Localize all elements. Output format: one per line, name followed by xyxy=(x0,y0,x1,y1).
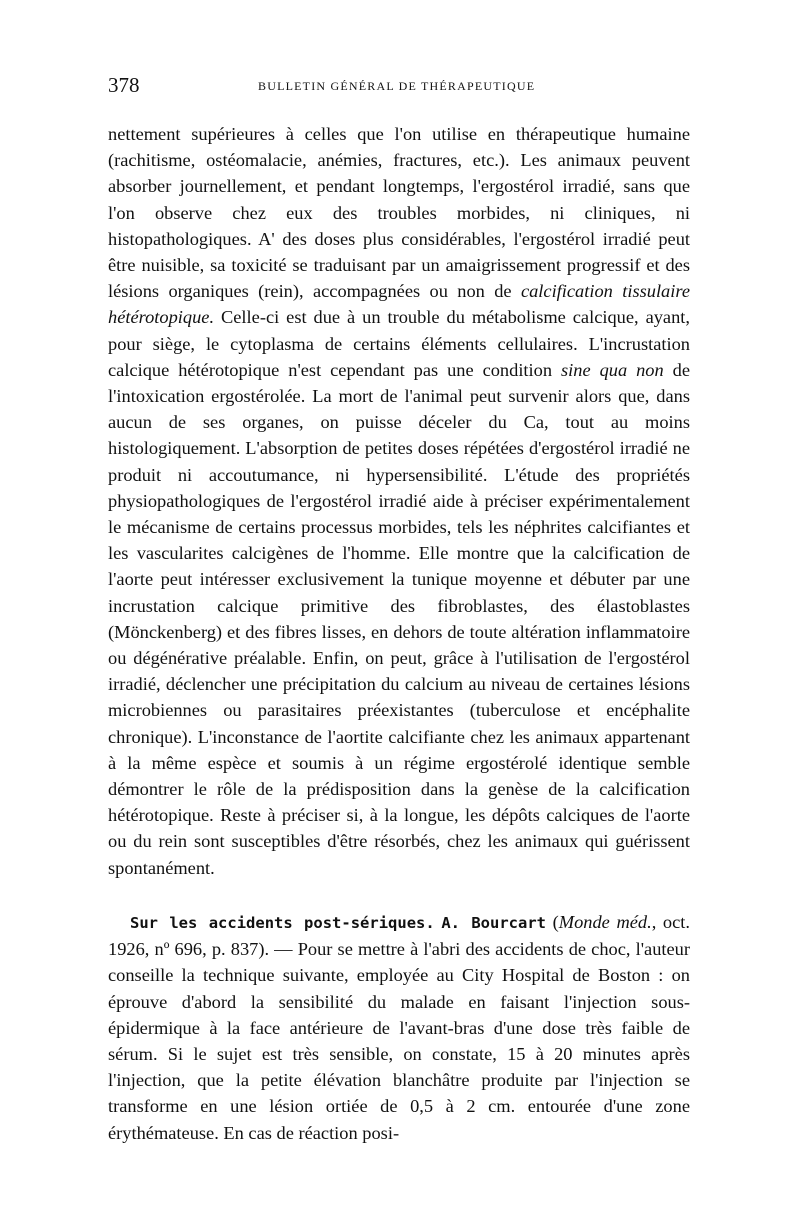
source-details: , oct. 1926, nº 696, p. 837). — xyxy=(108,911,690,960)
abstract-paragraph-ergosterol xyxy=(108,121,690,881)
abstract-paragraph-post-seriques xyxy=(108,909,690,1146)
running-header xyxy=(108,70,690,104)
abstract-title: Sur les accidents post-sériques. xyxy=(130,913,435,932)
source-journal: Monde méd. xyxy=(558,911,652,932)
abstract-author: A. Bourcart xyxy=(441,913,547,932)
italic-term-calcification: calcification tissulaire hétérotopique. xyxy=(108,281,690,328)
paragraph-text-part-1: nettement supérieures à celles que l'on utilise en thérapeutique humaine (rachitisme, ostéomalacie, anémies, fractures, etc.). Les animaux peuvent absorber journellement, et pendant longtemps, l'ergostérol irradié, sans que l'on observe chez eux des troubles morbides, ni cliniques, ni histopathologiques. A' des doses plus considérables, l'ergostérol irradié peut être nuisible, sa toxicité se traduisant par un amaigrissement progressif et des lésions organiques (rein), accompagnées ou non de xyxy=(108,124,690,302)
italic-term-sine-qua-non: sine qua non xyxy=(561,359,664,380)
journal-title: BULLETIN GÉNÉRAL DE THÉRAPEUTIQUE xyxy=(258,79,536,93)
document-page xyxy=(108,70,690,1146)
abstract-text: Pour se mettre à l'abri des accidents de choc, l'auteur conseille la technique suivante, employée au City Hospital de Boston : on éprouve d'abord la sensibilité du malade en faisant l'injection sous-épidermique à la face antérieure de l'avant-bras d'une dose très faible de sérum. Si le sujet est très sensible, on constate, 15 à 20 minutes après l'injection, que la petite élévation blanchâtre produite par l'injection se transforme en une lésion ortiée de 0,5 à 2 cm. entourée d'une zone érythémateuse. En cas de réaction posi- xyxy=(108,939,690,1143)
page-number: 378 xyxy=(108,73,140,97)
source-open: ( xyxy=(546,911,559,932)
body-text xyxy=(108,121,690,1146)
paragraph-text-part-3: de l'intoxication ergostérolée. La mort de l'animal peut survenir alors que, dans aucun de ses organes, on puisse déceler du Ca, tout au moins histologiquement. L'absorption de petites doses répétées d'ergostérol irradié ne produit ni accoutumance, ni hypersensibilité. L'étude des propriétés physiopathologiques de l'ergostérol irradié aide à préciser expérimentalement le mécanisme de certains processus morbides, tels les néphrites calcifiantes et les vascularites calcigènes de l'homme. Elle montre que la calcification de l'aorte peut intéresser exclusivement la tunique moyenne et débuter par une incrustation calcique primitive des fibroblastes, des élastoblastes (Mönckenberg) et des fibres lisses, en dehors de toute altération inflammatoire ou dégénérative préalable. Enfin, on peut, grâce à l'utilisation de l'ergostérol irradié, déclencher une précipitation du calcium au niveau de certaines lésions microbiennes ou parasitaires préexistantes (tuberculose et encéphalite chronique). L'inconstance de l'aortite calcifiante chez les animaux appartenant à la même espèce et soumis à un régime ergostérolé identique semble démontrer le rôle de la prédisposition dans la genèse de la calcification hétérotopique. Reste à préciser si, à la longue, les dépôts calciques de l'aorte ou du rein sont susceptibles d'être résorbés, chez les animaux qui guérissent spontanément. xyxy=(108,359,690,878)
paragraph-text-part-2: Celle-ci est due à un trouble du métabolisme calcique, ayant, pour siège, le cytoplasma de certains éléments cellulaires. L'incrustation calcique hétérotopique n'est cependant pas une condition xyxy=(108,307,690,380)
